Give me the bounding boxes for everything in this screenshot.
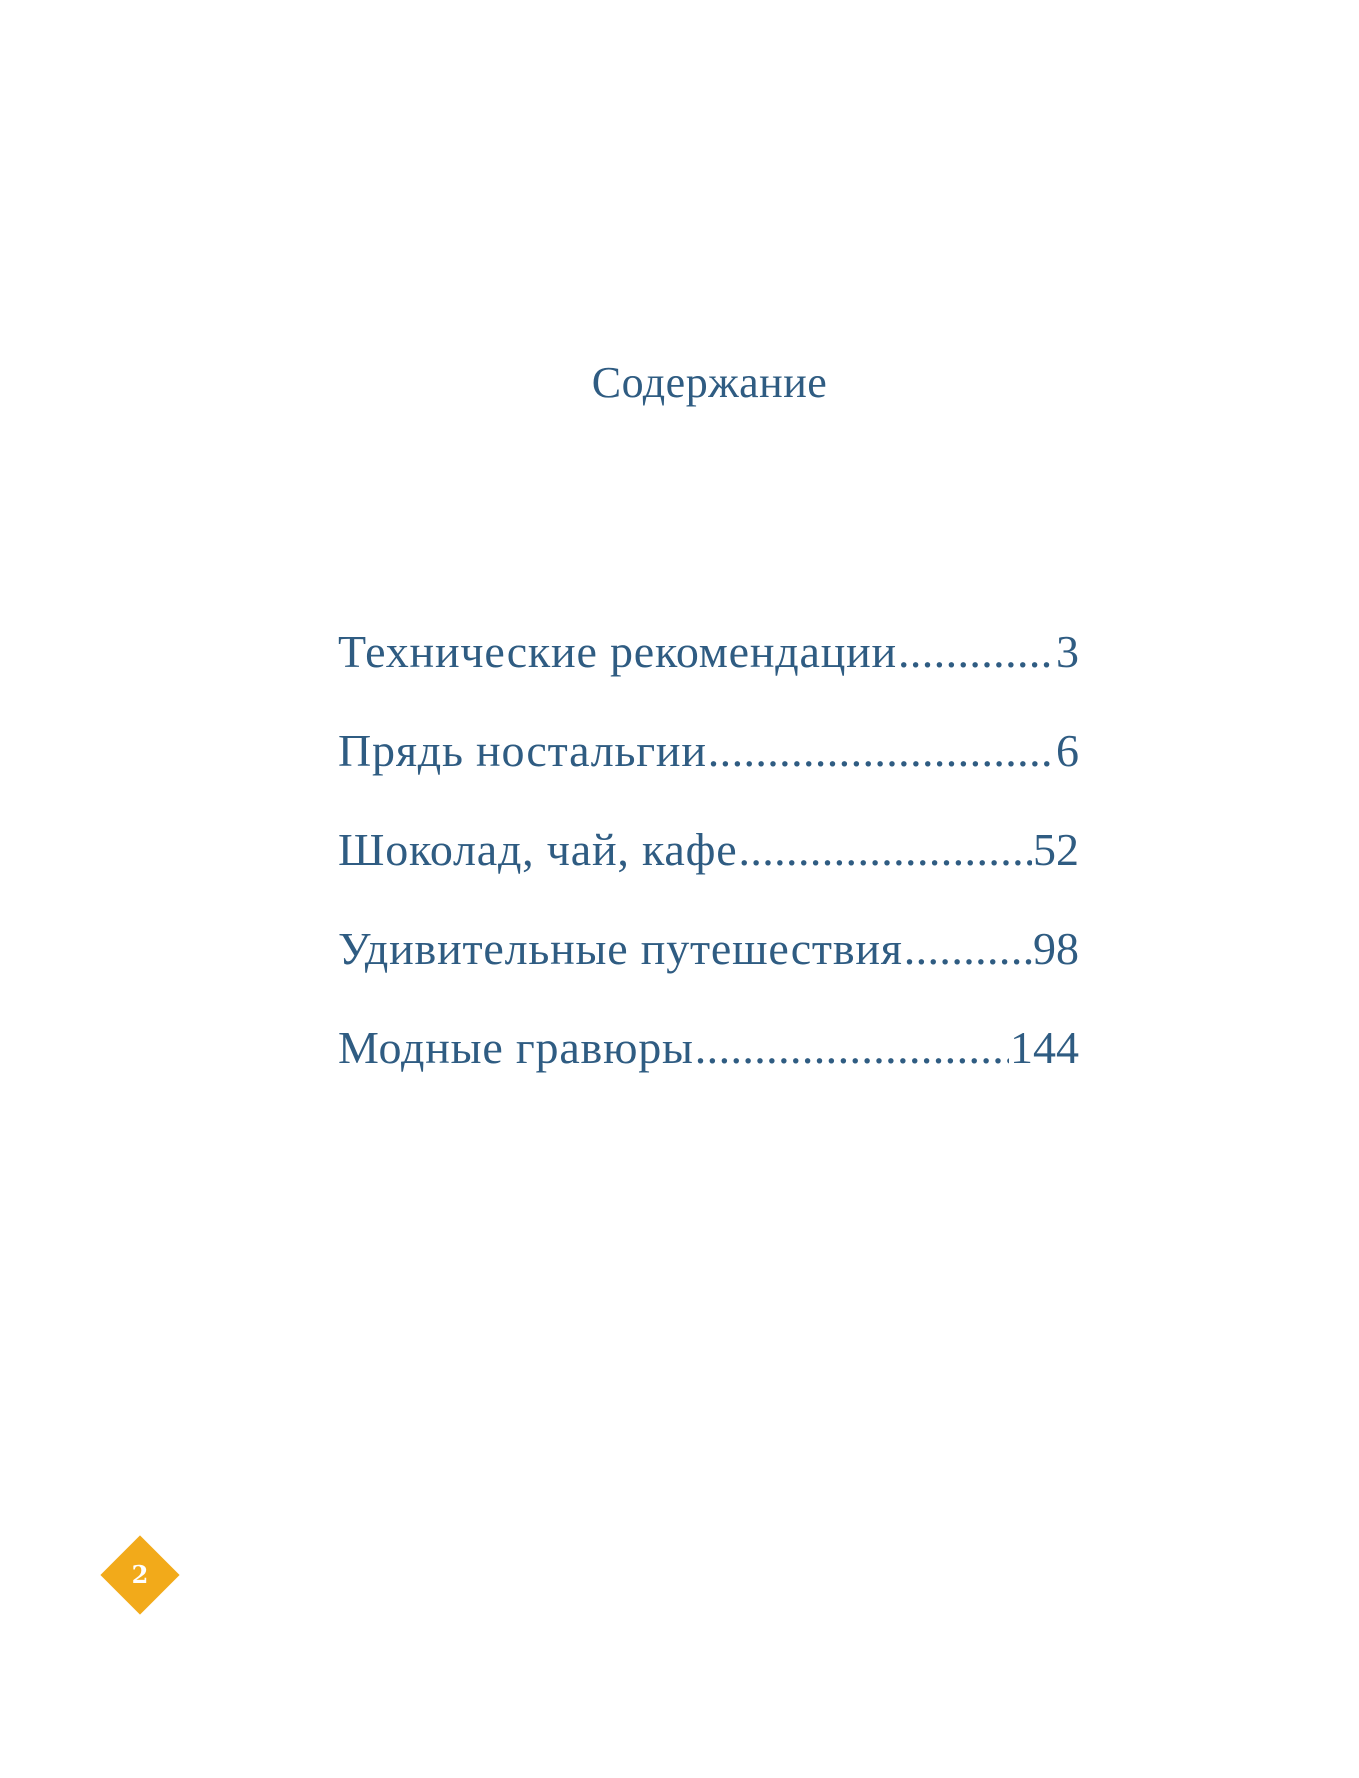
toc-dot-leader — [708, 721, 1055, 781]
toc-entry[interactable] — [338, 1018, 1079, 1117]
toc-entry-label: Шоколад, чай, кафе — [338, 824, 738, 875]
toc-entry-page: 6 — [1056, 725, 1079, 776]
toc-entry[interactable] — [338, 721, 1079, 820]
toc-entry-page: 52 — [1033, 824, 1079, 875]
toc-entry-page: 98 — [1033, 923, 1079, 974]
toc-entry[interactable] — [338, 919, 1079, 1018]
toc-entry-page: 3 — [1056, 626, 1079, 677]
toc-entry-label: Прядь ностальгии — [338, 725, 707, 776]
toc-dot-leader — [695, 1018, 1009, 1078]
toc-entry-label: Модные гравюры — [338, 1022, 694, 1073]
toc-entry[interactable] — [338, 820, 1079, 919]
toc-dot-leader — [898, 622, 1055, 682]
toc-title: Содержание — [591, 358, 828, 407]
toc-entry-label: Технические рекомендации — [338, 626, 897, 677]
toc-entry[interactable] — [338, 622, 1079, 721]
toc-dot-leader — [904, 919, 1032, 979]
page-number-badge — [100, 1535, 180, 1615]
toc-entry-label: Удивительные путешествия — [338, 923, 903, 974]
toc-dot-leader — [738, 820, 1032, 880]
toc-entry-page: 144 — [1010, 1022, 1079, 1073]
page-number: 2 — [131, 1560, 149, 1589]
toc-list — [338, 622, 1079, 1117]
